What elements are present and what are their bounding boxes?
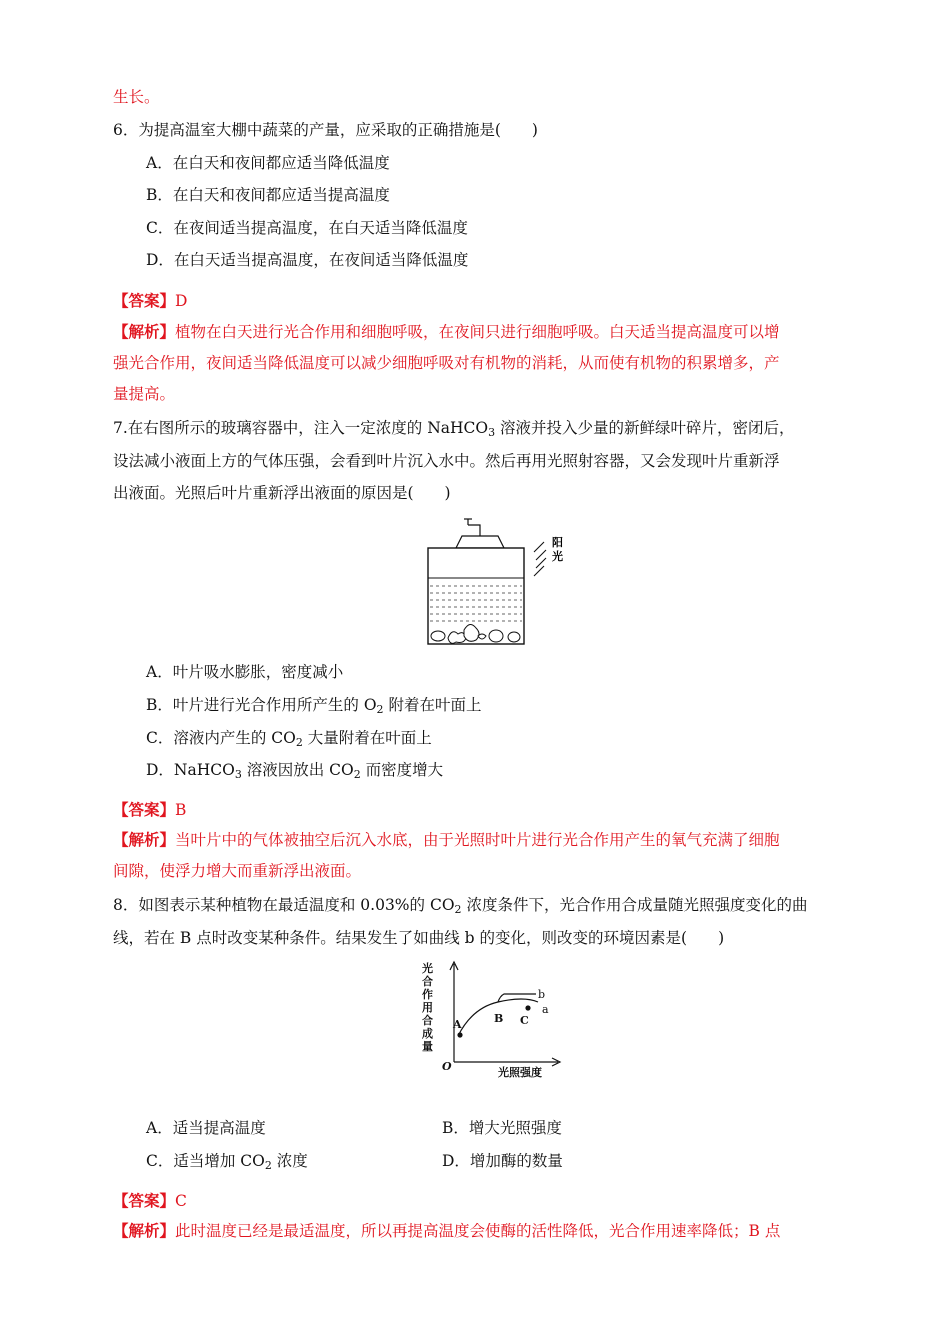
sunlight-label-2: 光 [552, 550, 563, 563]
answer-tag: 【答案】 [113, 291, 176, 310]
q6-analysis-line3: 量提高。 [113, 385, 176, 403]
q8-option-b: B．增大光照强度 [442, 1119, 562, 1137]
q8-options-row1 [146, 1117, 266, 1139]
q8-stem-line2: 线，若在 B 点时改变某种条件。结果发生了如曲线 b 的变化，则改变的环境因素是( ) [113, 929, 725, 947]
y-label-6: 成 [422, 1027, 433, 1040]
q7-option-d: D．NaHCO$_3$ 溶液因放出 $CO_2$ 而密度增大 [146, 761, 444, 781]
curve-a-label: a [542, 1003, 549, 1016]
x-axis-label: 光照强度 [498, 1066, 542, 1079]
origin-label: O [442, 1060, 452, 1073]
y-label-7: 量 [422, 1040, 433, 1053]
y-label-3: 作 [422, 988, 433, 1001]
q6-analysis-line1: 【解析】植物在白天进行光合作用和细胞呼吸，在夜间只进行细胞呼吸。白天适当提高温度可以增 [113, 322, 780, 341]
y-label-1: 光 [422, 962, 433, 975]
q8-analysis-line1: 【解析】此时温度已经是最适温度，所以再提高温度会使酶的活性降低，光合作用速率降低；B 点 [113, 1221, 781, 1240]
q8-option-c: C．适当增加 $CO_2$ 浓度 [146, 1152, 308, 1172]
q6-analysis-line2: 强光合作用，夜间适当降低温度可以减少细胞呼吸对有机物的消耗，从而使有机物的积累增多，产 [113, 354, 780, 372]
q6-option-a: A．在白天和夜间都应适当降低温度 [146, 154, 390, 172]
sunlight-label-1: 阳 [552, 536, 563, 549]
point-a-label: A [453, 1018, 462, 1031]
glass-container-figure [420, 512, 570, 652]
previous-analysis-tail: 生长。 [113, 88, 160, 106]
q7-stem-line1: 7.在右图所示的玻璃容器中，注入一定浓度的 NaHCO$_3$ 溶液并投入少量的新鲜绿叶碎片，密闭后， [113, 419, 795, 439]
q7-answer: 【答案】B [113, 800, 187, 819]
q7-option-c: C．溶液内产生的 $CO_2$ 大量附着在叶面上 [146, 729, 432, 749]
q8-option-d: D．增加酶的数量 [442, 1152, 563, 1170]
point-b-label: B [494, 1012, 504, 1025]
q8-option-a: A．适当提高温度 [146, 1119, 266, 1137]
y-label-5: 合 [422, 1014, 433, 1027]
analysis-tag: 【解析】 [113, 322, 176, 341]
q6-option-c: C．在夜间适当提高温度，在白天适当降低温度 [146, 219, 468, 237]
q6-answer-value: D [175, 292, 188, 310]
q7-option-a: A．叶片吸水膨胀，密度减小 [146, 663, 344, 681]
q6-answer [113, 290, 187, 312]
curve-b-label: b [538, 988, 546, 1001]
y-label-2: 合 [422, 975, 433, 988]
q7-option-b: B．叶片进行光合作用所产生的 $O_2$ 附着在叶面上 [146, 696, 482, 716]
y-label-4: 用 [422, 1001, 433, 1014]
q6-option-b: B．在白天和夜间都应适当提高温度 [146, 186, 390, 204]
q6-option-d: D．在白天适当提高温度，在夜间适当降低温度 [146, 251, 469, 269]
q7-stem-line2: 设法减小液面上方的气体压强，会看到叶片沉入水中。然后再用光照射容器，又会发现叶片重新浮 [113, 452, 780, 470]
q6-stem: 6．为提高温室大棚中蔬菜的产量，应采取的正确措施是( ) [113, 121, 538, 139]
photosynthesis-curve-figure [420, 958, 570, 1082]
q8-answer: 【答案】C [113, 1191, 187, 1210]
q7-analysis-line1: 【解析】当叶片中的气体被抽空后沉入水底，由于光照时叶片进行光合作用产生的氧气充满了细胞 [113, 830, 780, 849]
q7-analysis-line2: 间隙，使浮力增大而重新浮出液面。 [113, 862, 362, 880]
q8-stem-line1: 8．如图表示某种植物在最适温度和 0.03%的 $CO_2$ 浓度条件下，光合作用合成量随光照强度变化的曲 [113, 896, 808, 916]
q7-stem-line3: 出液面。光照后叶片重新浮出液面的原因是( ) [113, 484, 451, 502]
point-c-label: C [520, 1014, 529, 1027]
